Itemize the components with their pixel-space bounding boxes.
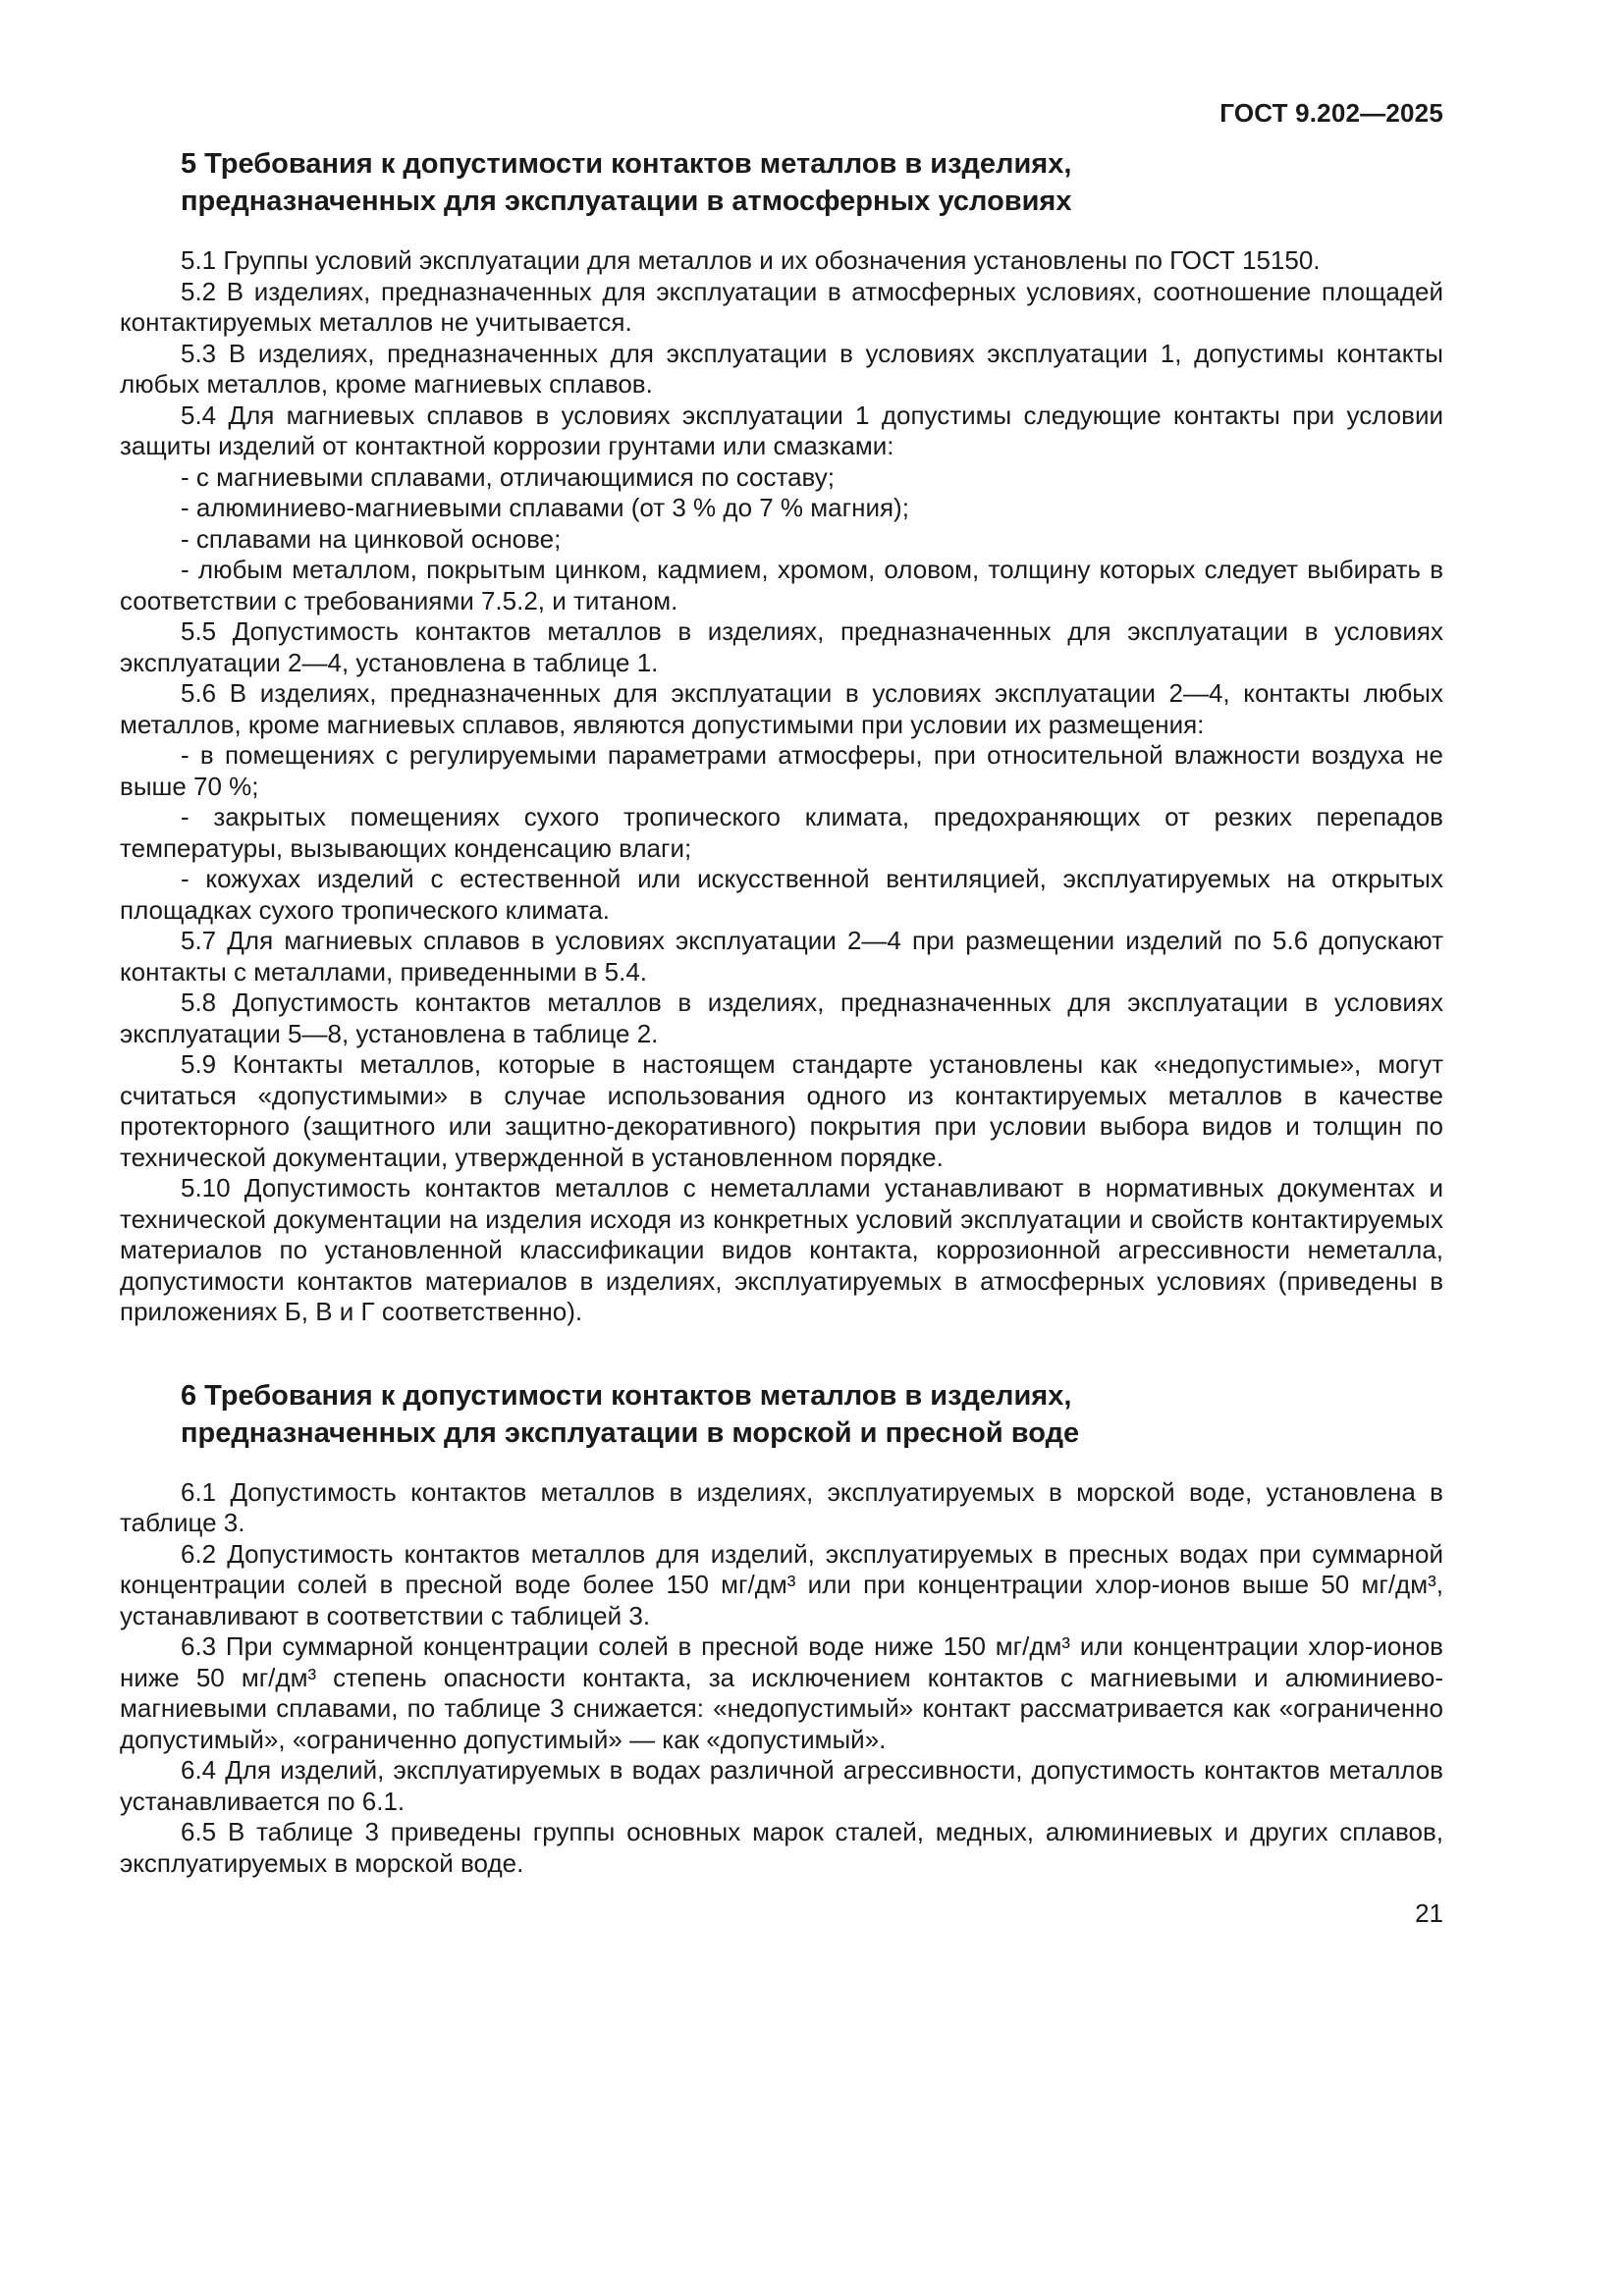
page-number: 21 bbox=[1415, 1898, 1443, 1928]
clause-5-10: 5.10 Допустимость контактов металлов с неметаллами устанавливают в нормативных документах и технической документации на изделия исходя из конкретных условий эксплуатации и свойств контактируемых материалов по установленной классификации видов контакта, коррозионной агрессивности неметалла, допустимости контактов материалов в изделиях, эксплуатируемых в атмосферных условиях (приведены в приложениях Б, В и Г соответственно). bbox=[120, 1173, 1443, 1326]
clause-6-1: 6.1 Допустимость контактов металлов в изделиях, эксплуатируемых в морской воде, установлена в таблице 3. bbox=[120, 1476, 1443, 1537]
clause-5-3: 5.3 В изделиях, предназначенных для эксплуатации в условиях эксплуатации 1, допустимы контакты любых металлов, кроме магниевых сплавов. bbox=[120, 338, 1443, 399]
clause-5-6-item-2: - закрытых помещениях сухого тропического климата, предохраняющих от резких перепадов температуры, вызывающих конденсацию влаги; bbox=[120, 802, 1443, 863]
section-5-heading bbox=[120, 145, 1443, 220]
clause-5-6-item-1: - в помещениях с регулируемыми параметрами атмосферы, при относительной влажности воздуха не выше 70 %; bbox=[120, 740, 1443, 801]
section-6-heading bbox=[120, 1377, 1443, 1452]
clause-5-1: 5.1 Группы условий эксплуатации для металлов и их обозначения установлены по ГОСТ 15150. bbox=[181, 245, 1321, 275]
clause-5-4: 5.4 Для магниевых сплавов в условиях эксплуатации 1 допустимы следующие контакты при условии защиты изделий от контактной коррозии грунтами или смазками: bbox=[120, 400, 1443, 460]
section-5 bbox=[120, 145, 1443, 1328]
clause-5-4-item-2: - алюминиево-магниевыми сплавами (от 3 % до 7 % магния); bbox=[181, 493, 909, 522]
clause-5-9: 5.9 Контакты металлов, которые в настоящем стандарте установлены как «недопустимые», могут считаться «допустимыми» в случае использования одного из контактируемых металлов в качестве протекторного (защитного или защитно-декоративного) покрытия при условии выбора видов и толщин по технической документации, утвержденной в установленном порядке. bbox=[120, 1049, 1443, 1172]
section-6-heading-line-2: предназначенных для эксплуатации в морской и пресной воде bbox=[181, 1416, 1080, 1449]
document-code: ГОСТ 9.202—2025 bbox=[1219, 98, 1443, 128]
clause-6-2: 6.2 Допустимость контактов металлов для изделий, эксплуатируемых в пресных водах при суммарной концентрации солей в пресной воде более 150 мг/дм³ или при концентрации хлор-ионов выше 50 мг/дм³, устанавливают в соответствии с таблицей 3. bbox=[120, 1538, 1443, 1630]
page-content bbox=[120, 145, 1443, 1879]
clause-5-6: 5.6 В изделиях, предназначенных для эксплуатации в условиях эксплуатации 2—4, контакты любых металлов, кроме магниевых сплавов, являются допустимыми при условии их размещения: bbox=[120, 678, 1443, 739]
clause-6-4: 6.4 Для изделий, эксплуатируемых в водах различной агрессивности, допустимость контактов металлов устанавливается по 6.1. bbox=[120, 1755, 1443, 1816]
clause-5-4-item-1: - с магниевыми сплавами, отличающимися по составу; bbox=[181, 461, 836, 492]
clause-5-4-item-4: - любым металлом, покрытым цинком, кадмием, хромом, оловом, толщину которых следует выбирать в соответствии с требованиями 7.5.2, и титаном. bbox=[120, 555, 1443, 615]
clause-5-5: 5.5 Допустимость контактов металлов в изделиях, предназначенных для эксплуатации в условиях эксплуатации 2—4, установлена в таблице 1. bbox=[120, 616, 1443, 677]
section-6 bbox=[120, 1377, 1443, 1880]
clause-5-8: 5.8 Допустимость контактов металлов в изделиях, предназначенных для эксплуатации в условиях эксплуатации 5—8, установлена в таблице 2. bbox=[120, 988, 1443, 1048]
section-5-heading-line-1: 5 Требования к допустимости контактов металлов в изделиях, bbox=[181, 148, 1072, 180]
clause-5-4-item-3: - сплавами на цинковой основе; bbox=[181, 523, 562, 554]
clause-6-3: 6.3 При суммарной концентрации солей в пресной воде ниже 150 мг/дм³ или концентрации хлор-ионов ниже 50 мг/дм³ степень опасности контакта, за исключением контактов с магниевыми и алюминиево-магниевыми сплавами, по таблице 3 снижается: «недопустимый» контакт рассматривается как «ограниченно допустимый», «ограниченно допустимый» — как «допустимый». bbox=[120, 1631, 1443, 1754]
section-5-heading-line-2: предназначенных для эксплуатации в атмосферных условиях bbox=[181, 186, 1072, 217]
clause-6-5: 6.5 В таблице 3 приведены группы основных марок сталей, медных, алюминиевых и других сплавов, эксплуатируемых в морской воде. bbox=[120, 1817, 1443, 1878]
clause-5-2: 5.2 В изделиях, предназначенных для эксплуатации в атмосферных условиях, соотношение площадей контактируемых металлов не учитывается. bbox=[120, 276, 1443, 337]
clause-5-6-item-3: - кожухах изделий с естественной или искусственной вентиляцией, эксплуатируемых на открытых площадках сухого тропического климата. bbox=[120, 864, 1443, 925]
clause-5-7: 5.7 Для магниевых сплавов в условиях эксплуатации 2—4 при размещении изделий по 5.6 допускают контакты с металлами, приведенными в 5.4. bbox=[120, 926, 1443, 987]
section-6-heading-line-1: 6 Требования к допустимости контактов металлов в изделиях, bbox=[181, 1379, 1072, 1412]
